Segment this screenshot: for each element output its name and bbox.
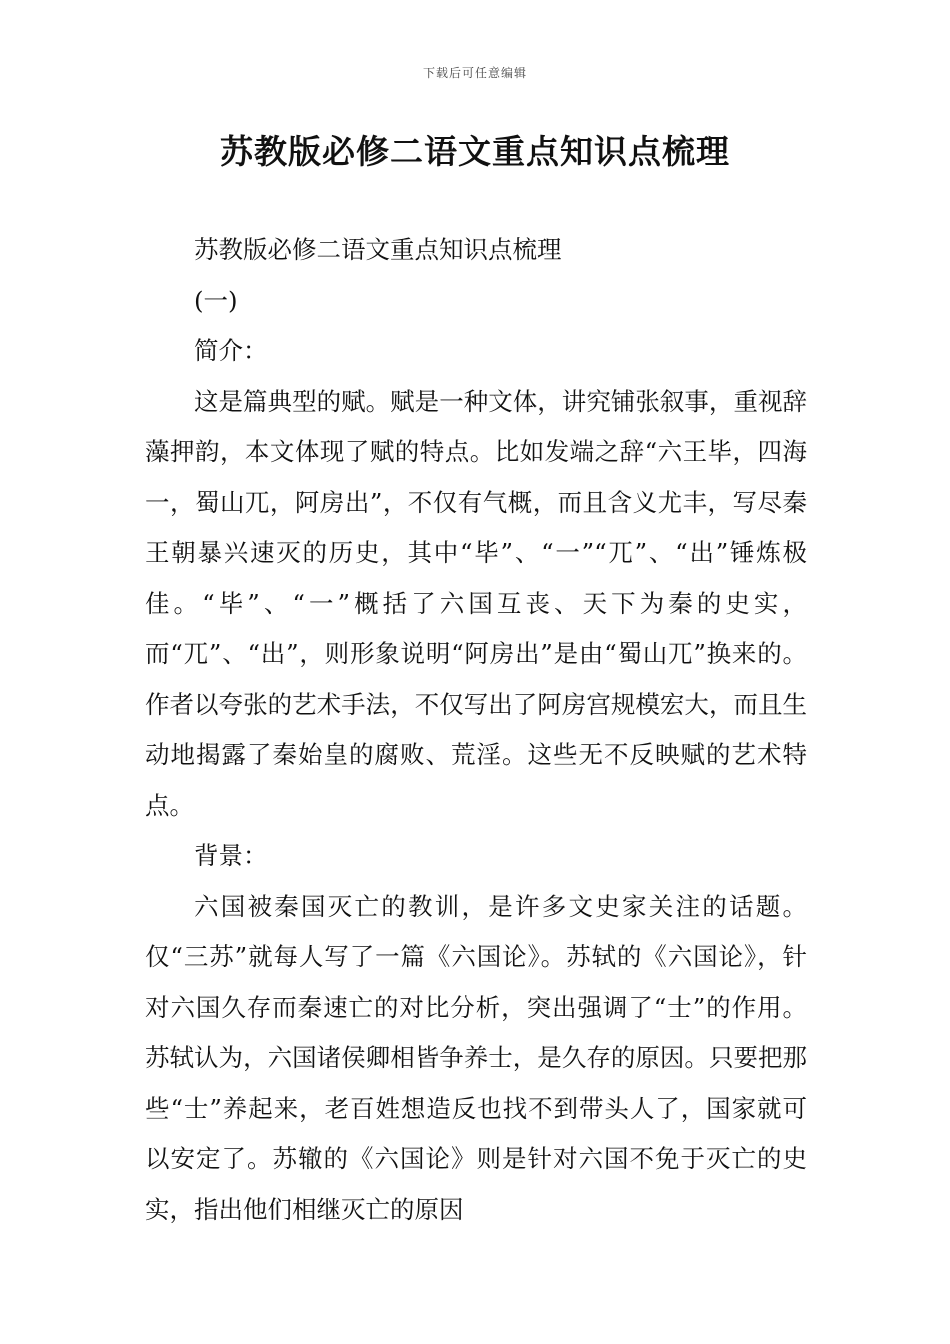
section-number: (一) [194,285,238,315]
document-body [145,225,807,1235]
section-heading-background: 背景： [194,841,268,870]
intro-paragraph: 这是篇典型的赋。赋是一种文体，讲究铺张叙事，重视辞藻押韵，本文体现了赋的特点。比如发端之辞“六王毕，四海一，蜀山兀，阿房出”，不仅有气概，而且含义尤丰，写尽秦王朝暴兴速灭的历史，其中“毕”、“一”“兀”、“出”锤炼极佳。“毕”、“一”概括了六国互丧、天下为秦的史实，而“兀”、“出”，则形象说明“阿房出”是由“蜀山兀”换来的。作者以夸张的艺术手法，不仅写出了阿房宫规模宏大，而且生动地揭露了秦始皇的腐败、荒淫。这些无不反映赋的艺术特点。 [145,386,807,820]
header-note: 下载后可任意编辑 [422,66,527,80]
background-paragraph: 六国被秦国灭亡的教训，是许多文史家关注的话题。仅“三苏”就每人写了一篇《六国论》。苏轼的《六国论》，针对六国久存而秦速亡的对比分析，突出强调了“士”的作用。苏轼认为，六国诸侯卿相皆争养士，是久存的原因。只要把那些“士”养起来，老百姓想造反也找不到带头人了，国家就可以安定了。苏辙的《六国论》则是针对六国不免于灭亡的史实，指出他们相继灭亡的原因 [145,891,807,1224]
subtitle-paragraph: 苏教版必修二语文重点知识点梳理 [194,235,562,264]
document-title: 苏教版必修二语文重点知识点梳理 [220,132,730,171]
section-heading-intro: 简介： [194,336,268,365]
